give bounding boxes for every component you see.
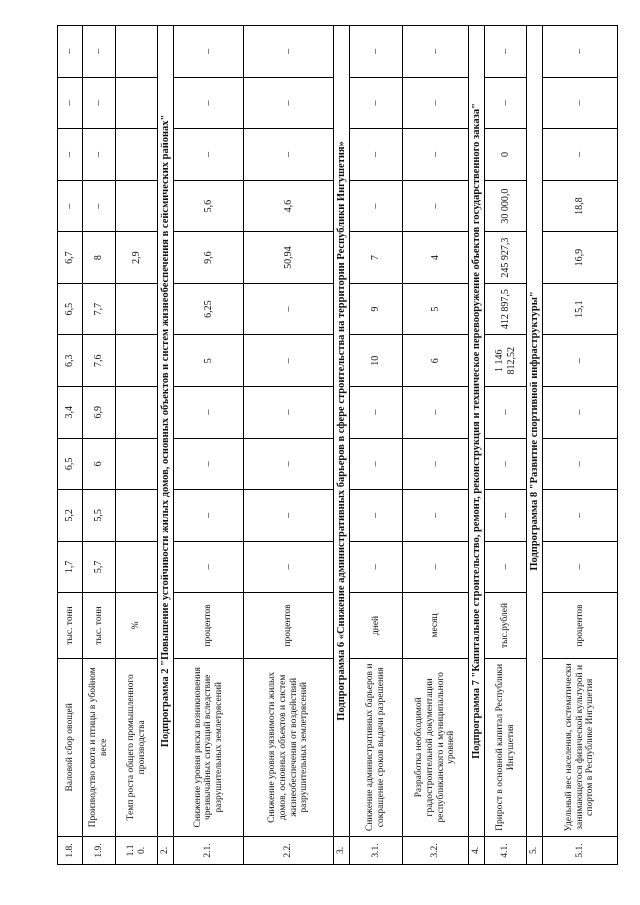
value-cell: –: [403, 77, 469, 129]
value-cell: –: [58, 26, 83, 78]
value-cell: 10: [350, 335, 403, 387]
value-cell: 6,25: [174, 283, 244, 335]
value-cell: –: [83, 26, 116, 78]
value-cell: –: [485, 438, 527, 490]
value-cell: –: [403, 438, 469, 490]
value-cell: –: [83, 180, 116, 232]
value-cell: –: [244, 541, 334, 593]
value-cell: –: [58, 129, 83, 181]
value-cell: 9: [350, 283, 403, 335]
value-cell: –: [350, 26, 403, 78]
value-cell: 7: [350, 232, 403, 284]
value-cell: –: [244, 438, 334, 490]
row-number: 1.8.: [58, 836, 83, 864]
unit-of-measure: процентов: [244, 593, 334, 659]
value-cell: 412 897,5: [485, 283, 527, 335]
indicators-table: [57, 25, 618, 865]
value-cell: 6,9: [83, 386, 116, 438]
value-cell: 16,9: [543, 232, 618, 284]
row-number: 1.9.: [83, 836, 116, 864]
value-cell: [116, 26, 158, 78]
value-cell: 5,2: [58, 490, 83, 542]
value-cell: –: [403, 26, 469, 78]
value-cell: –: [244, 490, 334, 542]
value-cell: 7,7: [83, 283, 116, 335]
value-cell: 4: [403, 232, 469, 284]
table-row: [58, 26, 83, 865]
value-cell: 30 000,0: [485, 180, 527, 232]
section-title: Подпрограмма 6 «Снижение административных барьеров в сфере строительства на территории Республики Ингушетия»: [334, 26, 350, 837]
value-cell: –: [350, 386, 403, 438]
value-cell: –: [403, 180, 469, 232]
table-row: [350, 26, 403, 865]
value-cell: –: [174, 26, 244, 78]
indicator-name: Снижение уровня уязвимости жилых домов, основных объектов и систем жизнеобеспечения от воздействий разрушительных землетрясений: [244, 658, 334, 836]
value-cell: –: [485, 26, 527, 78]
value-cell: –: [543, 438, 618, 490]
value-cell: –: [485, 490, 527, 542]
value-cell: [116, 335, 158, 387]
value-cell: –: [543, 541, 618, 593]
value-cell: 6,3: [58, 335, 83, 387]
value-cell: 9,6: [174, 232, 244, 284]
value-cell: 3,4: [58, 386, 83, 438]
indicator-name: Разработка необходимой градостроительной документации республиканского и муниципального уровней: [403, 658, 469, 836]
table-row: [174, 26, 244, 865]
row-number: 3.2.: [403, 836, 469, 864]
row-number: 4.1.: [485, 836, 527, 864]
indicator-name: Снижение уровня риска возникновения чрезвычайных ситуаций вследствие разрушительных землетрясений: [174, 658, 244, 836]
rotated-page: [57, 25, 617, 865]
value-cell: 1,7: [58, 541, 83, 593]
value-cell: 6: [83, 438, 116, 490]
value-cell: –: [403, 541, 469, 593]
value-cell: 5: [174, 335, 244, 387]
unit-of-measure: тыс. тонн: [58, 593, 83, 659]
table-row: [83, 26, 116, 865]
indicator-name: Прирост в основной капитал Республики Ингушетия: [485, 658, 527, 836]
value-cell: [116, 541, 158, 593]
value-cell: 6,5: [58, 283, 83, 335]
row-number: 5.1.: [543, 836, 618, 864]
value-cell: –: [58, 180, 83, 232]
value-cell: [116, 490, 158, 542]
value-cell: –: [83, 129, 116, 181]
section-title: Подпрограмма 7 "Капитальное строительство, ремонт, реконструкция и техническое перевооружение объектов государственного заказа": [469, 26, 485, 837]
value-cell: –: [350, 438, 403, 490]
value-cell: –: [350, 129, 403, 181]
row-number: 3.1.: [350, 836, 403, 864]
value-cell: –: [350, 77, 403, 129]
value-cell: –: [485, 386, 527, 438]
section-title: Подпрограмма 8 "Развитие спортивной инфраструктуры": [527, 26, 543, 837]
table-row: [244, 26, 334, 865]
value-cell: [116, 129, 158, 181]
value-cell: –: [174, 386, 244, 438]
value-cell: –: [350, 490, 403, 542]
value-cell: –: [174, 541, 244, 593]
unit-of-measure: процентов: [543, 593, 618, 659]
value-cell: 4,6: [244, 180, 334, 232]
value-cell: 6,7: [58, 232, 83, 284]
section-row: [469, 26, 485, 865]
value-cell: 7,6: [83, 335, 116, 387]
indicator-name: Валовой сбор овощей: [58, 658, 83, 836]
section-title: Подпрограмма 2 "Повышение устойчивости жилых домов, основных объектов и систем жизнеобеспечения в сейсмических районах": [158, 26, 174, 837]
section-row: [334, 26, 350, 865]
unit-of-measure: тыс.рублей: [485, 593, 527, 659]
unit-of-measure: %: [116, 593, 158, 659]
value-cell: –: [174, 438, 244, 490]
section-row: [527, 26, 543, 865]
section-row: [158, 26, 174, 865]
value-cell: 1 146 812,52: [485, 335, 527, 387]
value-cell: –: [174, 129, 244, 181]
value-cell: 5,5: [83, 490, 116, 542]
indicator-name: Производство скота и птицы в убойном весе: [83, 658, 116, 836]
table-row: [543, 26, 618, 865]
value-cell: –: [543, 77, 618, 129]
value-cell: [116, 283, 158, 335]
value-cell: –: [543, 26, 618, 78]
value-cell: 5,6: [174, 180, 244, 232]
value-cell: 18,8: [543, 180, 618, 232]
row-number: 2.2.: [244, 836, 334, 864]
value-cell: [116, 386, 158, 438]
value-cell: –: [244, 77, 334, 129]
value-cell: –: [174, 490, 244, 542]
value-cell: [116, 180, 158, 232]
value-cell: 0: [485, 129, 527, 181]
value-cell: –: [543, 335, 618, 387]
section-number: 5.: [527, 836, 543, 864]
table-row: [116, 26, 158, 865]
section-number: 4.: [469, 836, 485, 864]
value-cell: –: [403, 490, 469, 542]
value-cell: –: [543, 386, 618, 438]
row-number: 2.1.: [174, 836, 244, 864]
value-cell: 8: [83, 232, 116, 284]
section-number: 2.: [158, 836, 174, 864]
unit-of-measure: процентов: [174, 593, 244, 659]
value-cell: –: [485, 77, 527, 129]
value-cell: –: [350, 180, 403, 232]
unit-of-measure: месяц: [403, 593, 469, 659]
value-cell: 15,1: [543, 283, 618, 335]
unit-of-measure: тыс. тонн: [83, 593, 116, 659]
value-cell: –: [350, 541, 403, 593]
row-number: 1.1 0.: [116, 836, 158, 864]
value-cell: 6: [403, 335, 469, 387]
value-cell: [116, 77, 158, 129]
indicator-name: Темп роста общего промышленного производства: [116, 658, 158, 836]
section-number: 3.: [334, 836, 350, 864]
value-cell: –: [244, 129, 334, 181]
indicator-name: Снижение административных барьеров и сокращение сроков выдачи разрешения: [350, 658, 403, 836]
value-cell: –: [244, 283, 334, 335]
value-cell: –: [244, 386, 334, 438]
value-cell: –: [174, 77, 244, 129]
value-cell: –: [543, 490, 618, 542]
value-cell: –: [403, 129, 469, 181]
table-row: [403, 26, 469, 865]
unit-of-measure: дней: [350, 593, 403, 659]
value-cell: –: [244, 335, 334, 387]
value-cell: –: [403, 386, 469, 438]
value-cell: –: [83, 77, 116, 129]
value-cell: 2,9: [116, 232, 158, 284]
table-row: [485, 26, 527, 865]
value-cell: [116, 438, 158, 490]
value-cell: 5: [403, 283, 469, 335]
indicator-name: Удельный вес населения, систематически занимающегося физической культурой и спортом в Республике Ингушетия: [543, 658, 618, 836]
value-cell: –: [58, 77, 83, 129]
value-cell: –: [244, 26, 334, 78]
table-body: [58, 26, 618, 865]
value-cell: 50,94: [244, 232, 334, 284]
value-cell: 6,5: [58, 438, 83, 490]
value-cell: –: [543, 129, 618, 181]
value-cell: 5,7: [83, 541, 116, 593]
value-cell: 245 927,3: [485, 232, 527, 284]
value-cell: –: [485, 541, 527, 593]
